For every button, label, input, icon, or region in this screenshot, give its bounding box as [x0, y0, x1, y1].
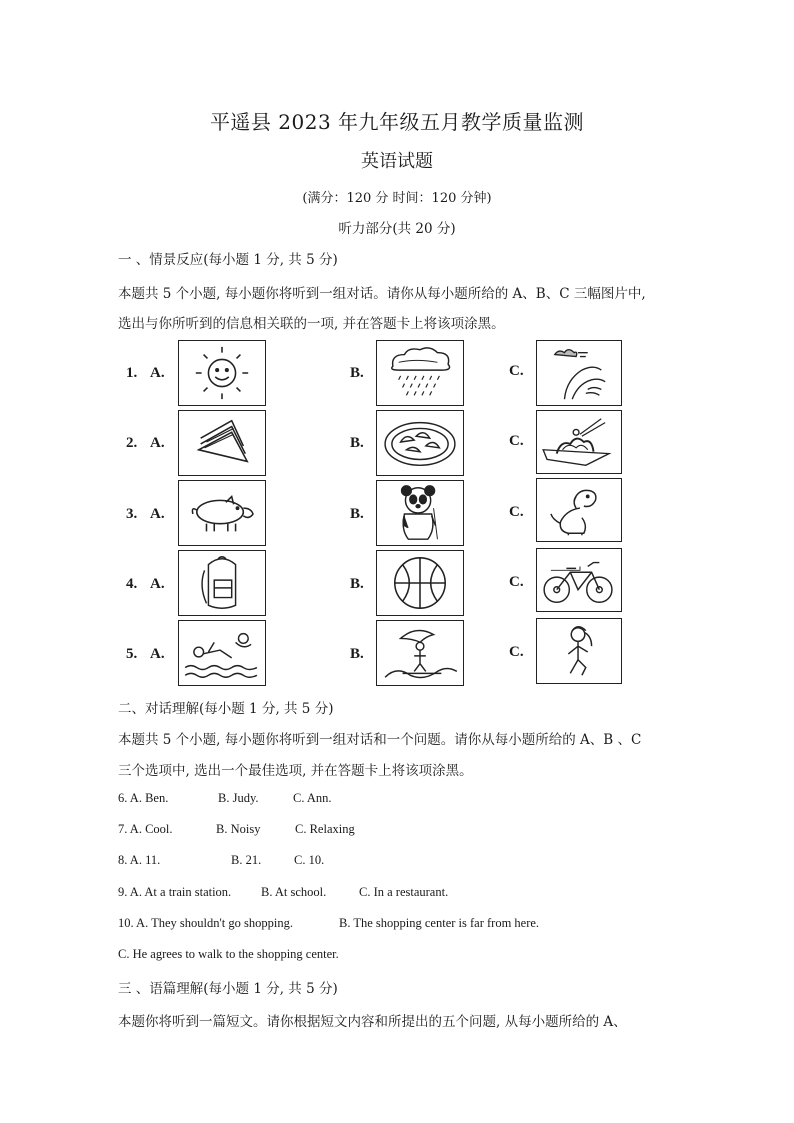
- section2-heading: 二、对话理解(每小题 1 分, 共 5 分): [118, 701, 334, 717]
- q6-option-c[interactable]: C. Ann.: [293, 791, 332, 805]
- q2-option-a: A.: [150, 435, 165, 451]
- q8-option-a[interactable]: 8. A. 11.: [118, 853, 161, 867]
- section2-instructions: 本题共 5 个小题, 每小题你将听到一组对话和一个问题。请你从每小题所给的 A、B 、C: [118, 732, 642, 748]
- noodles-icon[interactable]: [536, 410, 622, 474]
- q1-option-a: A.: [150, 365, 165, 381]
- q6-option-b[interactable]: B. Judy.: [218, 791, 259, 805]
- q10-option-b[interactable]: B. The shopping center is far from here.: [339, 916, 540, 930]
- q4-number: 4.: [126, 576, 138, 592]
- panda-icon[interactable]: [376, 480, 464, 546]
- page-title: 平遥县 2023 年九年级五月教学质量监测: [209, 110, 585, 134]
- q10-option-a[interactable]: 10. A. They shouldn't go shopping.: [118, 916, 293, 930]
- q7-option-a[interactable]: 7. A. Cool.: [118, 822, 173, 836]
- runner-icon[interactable]: [536, 618, 622, 684]
- q5-option-a: A.: [150, 646, 165, 662]
- basketball-icon[interactable]: [376, 550, 464, 616]
- q2-option-c: C.: [509, 433, 524, 449]
- wind-icon[interactable]: [536, 340, 622, 406]
- q5-option-b: B.: [350, 646, 364, 662]
- swimmer-icon[interactable]: [178, 620, 266, 686]
- surfer-icon[interactable]: [376, 620, 464, 686]
- q2-number: 2.: [126, 435, 138, 451]
- q4-option-a: A.: [150, 576, 165, 592]
- section1-instructions-2: 选出与你所听到的信息相关联的一项, 并在答题卡上将该项涂黑。: [118, 316, 505, 332]
- section3-instructions: 本题你将听到一篇短文。请你根据短文内容和所提出的五个问题, 从每小题所给的 A、: [118, 1014, 627, 1030]
- q3-option-b: B.: [350, 506, 364, 522]
- bicycle-icon[interactable]: [536, 548, 622, 612]
- q7-option-b[interactable]: B. Noisy: [216, 822, 261, 836]
- backpack-icon[interactable]: [178, 550, 266, 616]
- section1-instructions: 本题共 5 个小题, 每小题你将听到一组对话。请你从每小题所给的 A、B、C 三幅图片中,: [118, 286, 646, 302]
- q8-option-c[interactable]: C. 10.: [294, 853, 325, 867]
- pig-icon[interactable]: [178, 480, 266, 546]
- q10-option-c[interactable]: C. He agrees to walk to the shopping center.: [118, 947, 339, 961]
- section2-instructions-2: 三个选项中, 选出一个最佳选项, 并在答题卡上将该项涂黑。: [118, 763, 473, 779]
- q3-option-c: C.: [509, 504, 524, 520]
- q4-option-c: C.: [509, 574, 524, 590]
- q9-option-b[interactable]: B. At school.: [261, 885, 327, 899]
- q9-option-a[interactable]: 9. A. At a train station.: [118, 885, 232, 899]
- dumpling-plate-icon[interactable]: [376, 410, 464, 476]
- q1-option-b: B.: [350, 365, 364, 381]
- rain-cloud-icon[interactable]: [376, 340, 464, 406]
- sun-icon[interactable]: [178, 340, 266, 406]
- q7-option-c[interactable]: C. Relaxing: [295, 822, 355, 836]
- section3-heading: 三 、语篇理解(每小题 1 分, 共 5 分): [118, 981, 338, 997]
- subject-title: 英语试题: [361, 151, 433, 172]
- q4-option-b: B.: [350, 576, 364, 592]
- q3-number: 3.: [126, 506, 138, 522]
- q9-option-c[interactable]: C. In a restaurant.: [359, 885, 449, 899]
- sandwich-icon[interactable]: [178, 410, 266, 476]
- q6-option-a[interactable]: 6. A. Ben.: [118, 791, 169, 805]
- part-title: 听力部分(共 20 分): [338, 221, 456, 237]
- section1-heading: 一 、情景反应(每小题 1 分, 共 5 分): [118, 252, 338, 268]
- dog-icon[interactable]: [536, 478, 622, 542]
- exam-meta: (满分：120 分 时间：120 分钟): [302, 191, 492, 206]
- q5-option-c: C.: [509, 644, 524, 660]
- q2-option-b: B.: [350, 435, 364, 451]
- q1-option-c: C.: [509, 363, 524, 379]
- q3-option-a: A.: [150, 506, 165, 522]
- q5-number: 5.: [126, 646, 138, 662]
- q1-number: 1.: [126, 365, 138, 381]
- q8-option-b[interactable]: B. 21.: [231, 853, 262, 867]
